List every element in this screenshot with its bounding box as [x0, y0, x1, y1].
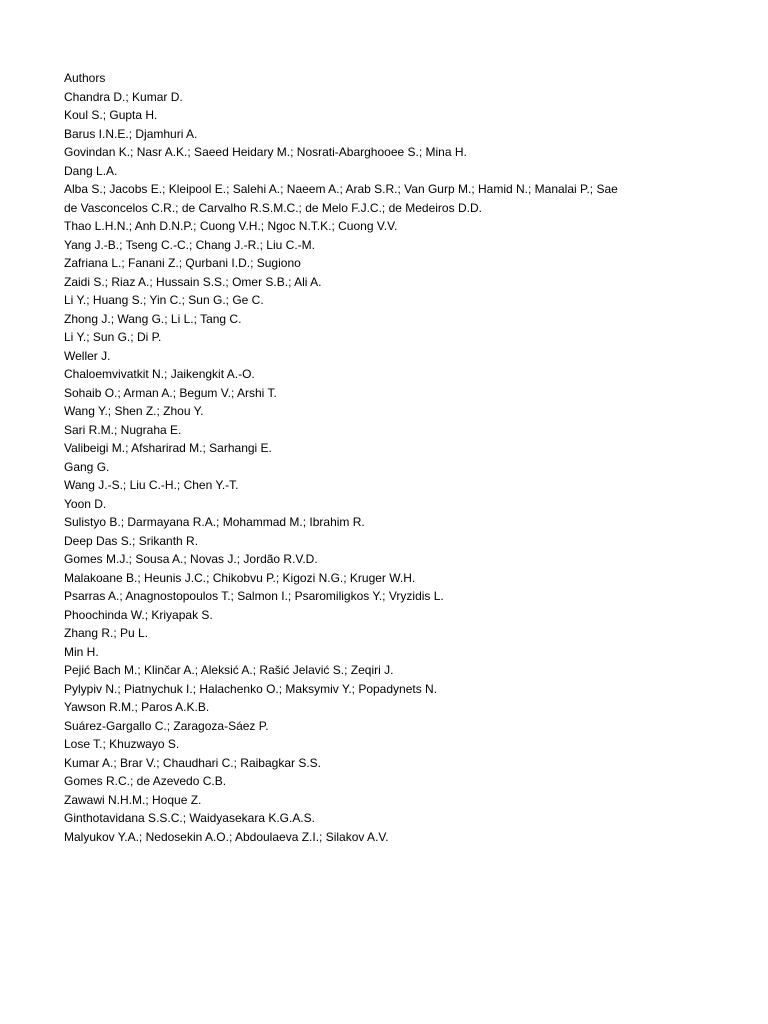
author-list [64, 88, 625, 847]
author-row: Zhong J.; Wang G.; Li L.; Tang C. [64, 311, 242, 326]
author-row: Sari R.M.; Nugraha E. [64, 422, 182, 437]
author-row: Gang G. [64, 459, 110, 474]
author-row: Suárez-Gargallo C.; Zaragoza-Sáez P. [64, 718, 269, 733]
author-row: Wang Y.; Shen Z.; Zhou Y. [64, 404, 204, 418]
author-row: Barus I.N.E.; Djamhuri A. [64, 126, 198, 141]
author-row: Chandra D.; Kumar D. [64, 89, 183, 104]
author-row: Yawson R.M.; Paros A.K.B. [64, 700, 210, 714]
author-row: Wang J.-S.; Liu C.-H.; Chen Y.-T. [64, 478, 239, 492]
column-header: Authors [64, 71, 106, 85]
author-row: Chaloemvivatkit N.; Jaikengkit A.-O. [64, 367, 255, 381]
author-row: Psarras A.; Anagnostopoulos T.; Salmon I.; Psaromiligkos Y.; Vryzidis L. [64, 589, 444, 603]
author-row: de Vasconcelos C.R.; de Carvalho R.S.M.C.; de Melo F.J.C.; de Medeiros D.D. [64, 200, 482, 215]
author-row: Min H. [64, 644, 99, 659]
author-row: Govindan K.; Nasr A.K.; Saeed Heidary M.; Nosrati-Abarghooee S.; Mina H. [64, 145, 467, 159]
author-row: Thao L.H.N.; Anh D.N.P.; Cuong V.H.; Ngoc N.T.K.; Cuong V.V. [64, 219, 398, 233]
author-row: Koul S.; Gupta H. [64, 108, 158, 122]
authors-column [64, 69, 625, 846]
author-row: Zhang R.; Pu L. [64, 626, 149, 640]
author-row: Malyukov Y.A.; Nedosekin A.O.; Abdoulaeva Z.I.; Silakov A.V. [64, 829, 389, 844]
author-row: Lose T.; Khuzwayo S. [64, 737, 180, 751]
author-row: Deep Das S.; Srikanth R. [64, 533, 199, 548]
author-row: Zawawi N.H.M.; Hoque Z. [64, 792, 202, 807]
author-row: Yang J.-B.; Tseng C.-C.; Chang J.-R.; Liu C.-M. [64, 237, 315, 252]
author-row: Gomes M.J.; Sousa A.; Novas J.; Jordão R.V.D. [64, 552, 318, 566]
author-row: Yoon D. [64, 496, 107, 511]
author-row: Pylypiv N.; Piatnychuk I.; Halachenko O.; Maksymiv Y.; Popadynets N. [64, 681, 438, 696]
author-row: Sohaib O.; Arman A.; Begum V.; Arshi T. [64, 385, 277, 400]
author-row: Phoochinda W.; Kriyapak S. [64, 607, 213, 622]
author-row: Zafriana L.; Fanani Z.; Qurbani I.D.; Sugiono [64, 256, 301, 270]
author-row: Dang L.A. [64, 163, 118, 178]
author-row: Li Y.; Sun G.; Di P. [64, 330, 162, 344]
author-row: Ginthotavidana S.S.C.; Waidyasekara K.G.A.S. [64, 811, 316, 825]
author-row: Valibeigi M.; Afsharirad M.; Sarhangi E. [64, 441, 272, 455]
author-row: Kumar A.; Brar V.; Chaudhari C.; Raibagkar S.S. [64, 755, 322, 770]
author-row: Malakoane B.; Heunis J.C.; Chikobvu P.; Kigozi N.G.; Kruger W.H. [64, 570, 416, 585]
author-row: Sulistyo B.; Darmayana R.A.; Mohammad M.; Ibrahim R. [64, 515, 365, 529]
author-row: Pejić Bach M.; Klinčar A.; Aleksić A.; Rašić Jelavić S.; Zeqiri J. [64, 663, 394, 677]
author-row: Li Y.; Huang S.; Yin C.; Sun G.; Ge C. [64, 293, 264, 307]
author-row: Alba S.; Jacobs E.; Kleipool E.; Salehi A.; Naeem A.; Arab S.R.; Van Gurp M.; Hamid N.; Manalai P.; Sae [64, 182, 618, 196]
author-row: Weller J. [64, 348, 111, 363]
author-row: Gomes R.C.; de Azevedo C.B. [64, 774, 227, 788]
author-row: Zaidi S.; Riaz A.; Hussain S.S.; Omer S.B.; Ali A. [64, 274, 322, 289]
